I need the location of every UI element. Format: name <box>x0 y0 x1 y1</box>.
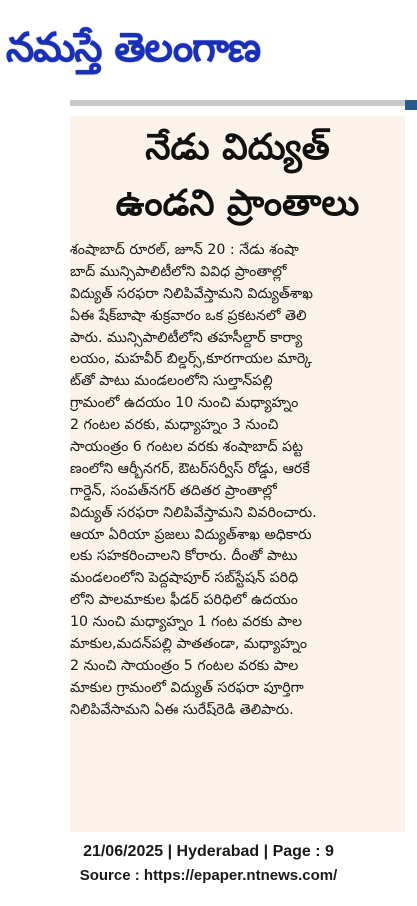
article-line: లకు సహకరించాలని కోరారు. దీంతో పాటు <box>70 548 298 565</box>
masthead <box>0 0 417 96</box>
top-rule <box>70 100 405 106</box>
article-clipping <box>70 116 405 832</box>
article-line: శంషాబాద్ రూరల్, జూన్ 20 : నేడు శంషా <box>70 242 299 258</box>
headline-line-2: ఉండని ప్రాంతాలు <box>115 183 360 224</box>
article-line: ఏఈ షేక్‌బాషా శుక్రవారం ఒక ప్రకటనలో తెలి <box>70 307 307 324</box>
article-line: 2 గంటల వరకు, మధ్యాహ్నం 3 నుంచి <box>70 417 279 434</box>
newspaper-logo: నమస్తే తెలంగాణ <box>6 24 261 71</box>
article-line: లయం, మహవీర్ బిల్డర్స్,కూరగాయల మార్కె <box>70 351 312 368</box>
article-body <box>70 240 405 722</box>
headline-line-1: నేడు విద్యుత్ <box>145 127 330 168</box>
article-line: నిలిపివేసామని ఏఈ సురేష్‌రెడి తెలిపారు. <box>70 701 294 718</box>
article-line: ణంలోని ఆర్బీనగర్, ఔటర్‌సర్వీస్ రోడ్డు, ఆరకే <box>70 460 310 477</box>
article-line: ఆయా ఏరియా ప్రజలు విద్యుత్‌శాఖ అధికారు <box>70 526 312 543</box>
article-line: మాకుల గ్రామంలో విద్యుత్ సరఫరా పూర్తిగా <box>70 679 304 696</box>
article-line: విద్యుత్ సరఫరా నిలిపివేస్తామని విద్యుత్‌శాఖ <box>70 285 313 302</box>
article-line: విద్యుత్ సరఫరా నిలిపివేస్తామని వివరించారు. <box>70 504 317 521</box>
article-line: ట్‌తో పాటు మండలంలోని సుల్తాన్‌పల్లి <box>70 373 273 390</box>
publication-info: 21/06/2025 | Hyderabad | Page : 9 <box>83 843 334 860</box>
article-line: గార్డెన్, సంపత్‌నగర్ తదితర ప్రాంతాల్లో <box>70 482 277 499</box>
article-line: మాకుల,మదన్‌పల్లి పాతతండా, మధ్యాహ్నం <box>70 636 308 653</box>
article-line: 2 నుంచి సాయంత్రం 5 గంటల వరకు పాల <box>70 657 299 674</box>
source-link[interactable]: Source : https://epaper.ntnews.com/ <box>79 867 338 884</box>
article-line: గ్రామంలో ఉదయం 10 నుంచి మధ్యాహ్నం <box>70 395 299 412</box>
article-line: సాయంత్రం 6 గంటల వరకు శంషాబాద్ పట్ట <box>70 439 304 456</box>
article-line: బాద్ మున్సిపాలిటీలోని వివిధ ప్రాంతాల్లో <box>70 263 287 280</box>
article-headline <box>70 120 405 232</box>
article-line: 10 నుంచి మధ్యాహ్నం 1 గంట వరకు పాల <box>70 614 303 631</box>
article-line: లోని పాలమాకుల ఫీడర్ పరిధిలో ఉదయం <box>70 592 298 609</box>
article-line: పారు. మున్సిపాలిటీలోని తహసీల్దార్ కార్యా <box>70 329 303 346</box>
article-line: మండలంలోని పెద్దషాపూర్ సబ్‌స్టేషన్ పరిధి <box>70 570 299 587</box>
accent-block <box>405 100 417 110</box>
